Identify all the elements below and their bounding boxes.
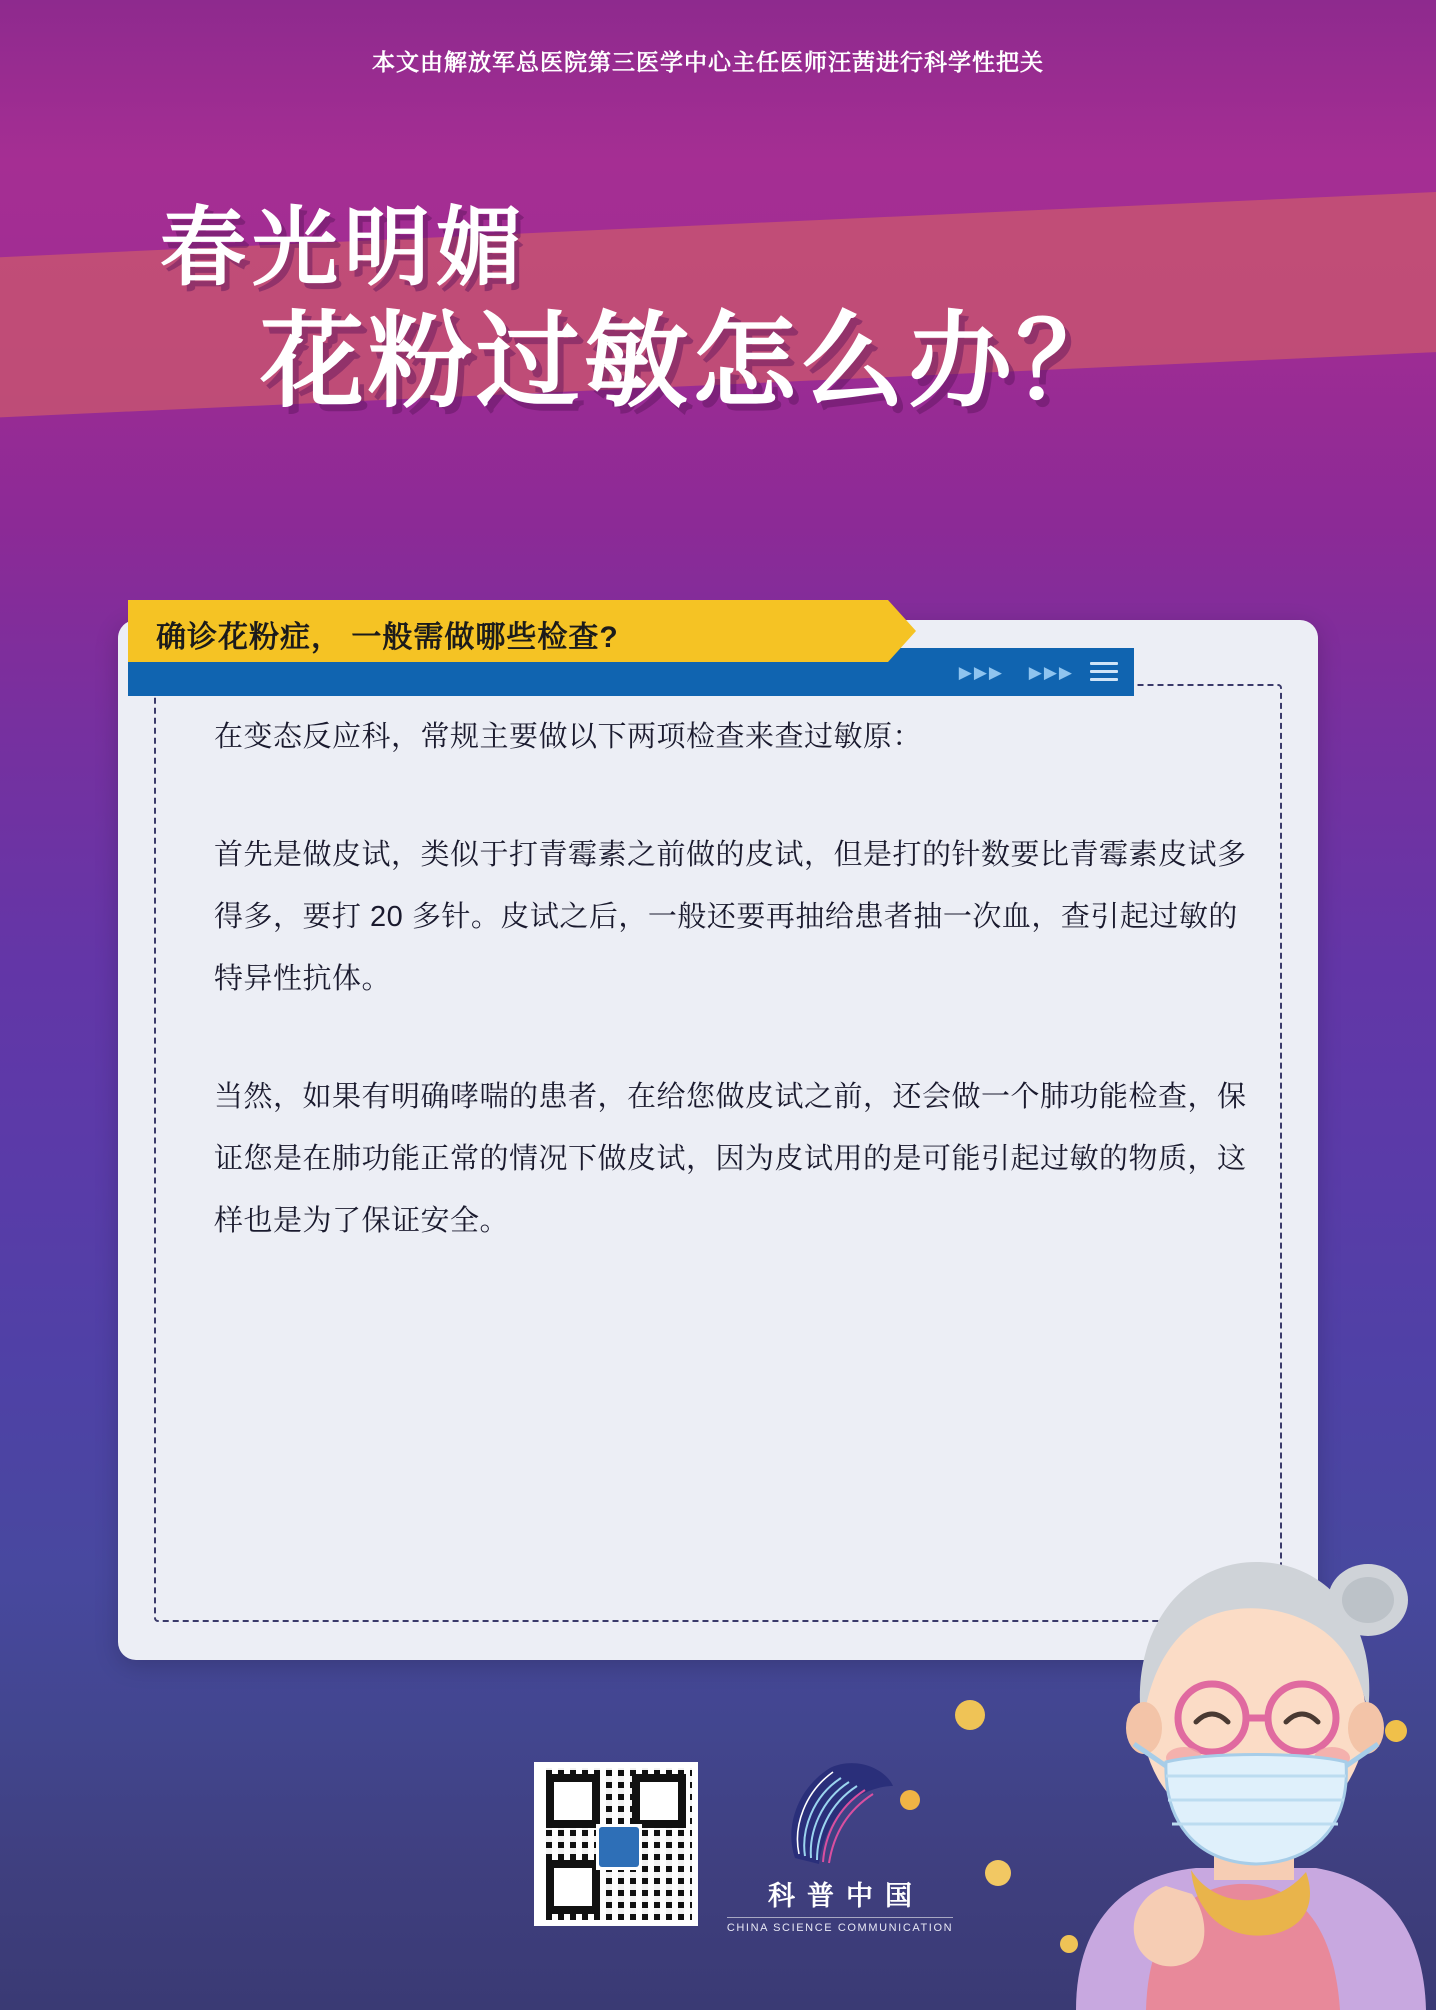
- title-line-1: 春光明媚: [160, 198, 528, 298]
- poster-title: [0, 198, 1436, 422]
- qr-center-logo: [596, 1824, 642, 1870]
- brand-block: [720, 1760, 960, 1936]
- fan-logo-icon: [775, 1760, 905, 1870]
- body-text: [214, 706, 1248, 1252]
- qr-eye-top-left: [546, 1774, 600, 1828]
- credit-line: 本文由解放军总医院第三医学中心主任医师汪茜进行科学性把关: [372, 49, 1044, 75]
- pollen-dot: [955, 1700, 985, 1730]
- title-line-2: 花粉过敏怎么办？: [260, 300, 1125, 422]
- paragraph-1: 在变态反应科，常规主要做以下两项检查来查过敏原：: [214, 721, 923, 753]
- granny-illustration: [1016, 1490, 1436, 2010]
- section-heading-text: 确诊花粉症， 一般需做哪些检查?: [156, 621, 619, 654]
- arrows-right-icon: ▶▶▶: [1028, 663, 1074, 682]
- qr-eye-bottom-left: [546, 1860, 600, 1914]
- section-heading-ribbon: [128, 600, 888, 662]
- qr-code[interactable]: [540, 1768, 692, 1920]
- brand-name-cn: 科普中国: [768, 1881, 924, 1911]
- brand-name-en: CHINA SCIENCE COMMUNICATION: [727, 1917, 953, 1934]
- pollen-dot: [900, 1790, 920, 1810]
- paragraph-2: 首先是做皮试，类似于打青霉素之前做的皮试，但是打的针数要比青霉素皮试多得多，要打 20 多针。皮试之后，一般还要再抽给患者抽一次血，查引起过敏的特异性抗体。: [214, 839, 1247, 995]
- qr-eye-top-right: [632, 1774, 686, 1828]
- paragraph-3: 当然，如果有明确哮喘的患者，在给您做皮试之前，还会做一个肺功能检查，保证您是在肺功能正常的情况下做皮试，因为皮试用的是可能引起过敏的物质，这样也是为了保证安全。: [214, 1081, 1247, 1237]
- hamburger-icon: [1090, 662, 1118, 682]
- pollen-dot: [985, 1860, 1011, 1886]
- arrows-left-icon: ▶▶▶: [958, 663, 1004, 682]
